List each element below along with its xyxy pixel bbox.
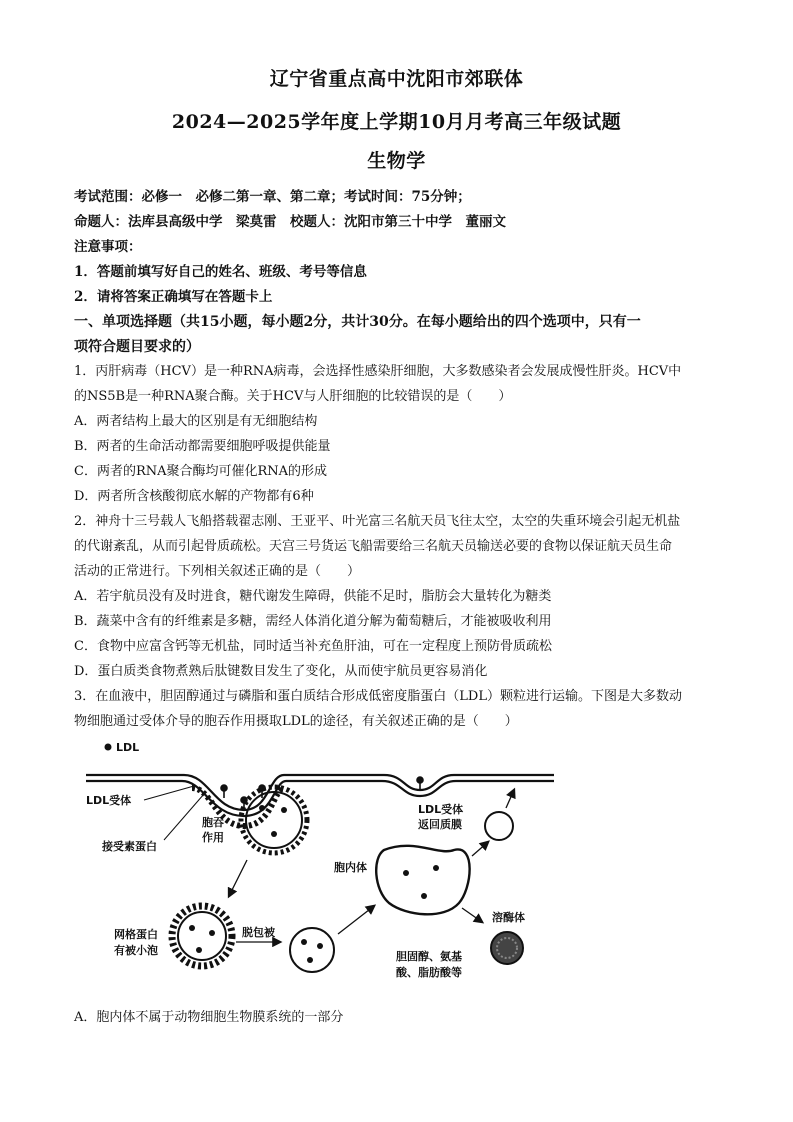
uncoated-vesicle	[290, 928, 334, 972]
products-label-1: 胆固醇、氨基	[396, 950, 462, 963]
school-title: 辽宁省重点高中沈阳市郊联体	[269, 68, 524, 90]
q2-option-a: A．若宇航员没有及时进食，糖代谢发生障碍，供能不足时，脂肪会大量转化为糖类	[74, 589, 552, 604]
q1-stem-cont: 的NS5B是一种RNA聚合酶。关于HCV与人肝细胞的比较错误的是（ ）	[74, 389, 512, 404]
q3-option-a: A．胞内体不属于动物细胞生物膜系统的一部分	[74, 1010, 344, 1025]
lysosome	[491, 932, 523, 964]
section-heading: 一、单项选择题（共15小题，每小题2分，共计30分。在每小题给出的四个选项中，只有一	[74, 314, 641, 330]
vesicle-to-endosome-arrow	[338, 906, 374, 934]
q2-stem-cont: 的代谢紊乱，从而引起骨质疏松。天宫三号货运飞船需要给三名航天员输送必要的食物以保证航天员生命	[74, 539, 673, 554]
coated-vesicle-label-1: 网格蛋白	[114, 928, 158, 941]
endosome-to-recycling-arrow	[472, 842, 488, 856]
q1-option-b: B．两者的生命活动都需要细胞呼吸提供能量	[74, 439, 331, 454]
q2-stem-cont2: 活动的正常进行。下列相关叙述正确的是（ ）	[74, 564, 361, 579]
exam-range: 考试范围：必修一 必修二第一章、第二章；考试时间：75分钟；	[74, 189, 471, 205]
return-arrow	[506, 790, 514, 808]
exam-authors: 命题人：法库县高级中学 梁莫雷 校题人：沈阳市第三十中学 董丽文	[74, 214, 506, 230]
uncoated-vesicle-ldl	[301, 939, 323, 963]
endosome	[376, 846, 469, 915]
q1-stem: 1．丙肝病毒（HCV）是一种RNA病毒，会选择性感染肝细胞，大多数感染者会发展成慢性肝炎。HCV中	[74, 364, 682, 379]
uncoat-label: 脱包被	[242, 926, 275, 939]
lysosome-label: 溶酶体	[492, 911, 525, 924]
note-1: 1．答题前填写好自己的姓名、班级、考号等信息	[74, 264, 367, 280]
ldl-endocytosis-diagram	[84, 738, 554, 993]
budding-vesicle-coat	[241, 787, 307, 853]
endosome-to-lysosome-arrow	[462, 908, 482, 922]
exam-title: 2024—2025学年度上学期10月月考高三年级试题	[171, 111, 622, 133]
q2-option-d: D．蛋白质类食物煮熟后肽键数目发生了变化，从而使宇航员更容易消化	[74, 664, 488, 679]
q1-option-d: D．两者所含核酸彻底水解的产物都有6种	[74, 489, 314, 504]
ldl-receptor-label: LDL受体	[86, 794, 132, 807]
q1-option-c: C．两者的RNA聚合酶均可催化RNA的形成	[74, 464, 328, 479]
q2-option-c: C．食物中应富含钙等无机盐，同时适当补充鱼肝油，可在一定程度上预防骨质疏松	[74, 639, 552, 654]
subject-title: 生物学	[367, 150, 426, 172]
return-label-2: 返回质膜	[418, 818, 462, 831]
return-label-1: LDL受体	[418, 803, 464, 816]
products-label-2: 酸、脂肪酸等	[396, 966, 462, 979]
section-heading-cont: 项符合题目要求的）	[74, 339, 200, 355]
ldl-legend-dot	[105, 744, 112, 751]
coated-vesicle	[178, 912, 226, 960]
coated-vesicle-coat	[172, 906, 232, 966]
receptor-pointer	[144, 786, 194, 800]
bud-to-coated-arrow	[229, 860, 247, 896]
endosome-ldl	[403, 865, 439, 899]
recycling-vesicle	[485, 812, 513, 840]
endocytosis-label-2: 作用	[202, 831, 224, 844]
coated-vesicle-ldl	[189, 925, 215, 953]
endocytosis-label-1: 胞吞	[202, 816, 224, 829]
note-2: 2．请将答案正确填写在答题卡上	[74, 289, 273, 305]
q1-option-a: A．两者结构上最大的区别是有无细胞结构	[74, 414, 318, 429]
q3-stem: 3．在血液中，胆固醇通过与磷脂和蛋白质结合形成低密度脂蛋白（LDL）颗粒进行运输。下图是大多数动	[74, 689, 682, 704]
coated-vesicle-label-2: 有被小泡	[114, 944, 158, 957]
endosome-label: 胞内体	[334, 861, 367, 874]
ldl-label: LDL	[116, 741, 140, 754]
adaptin-pointer	[164, 794, 204, 840]
q3-stem-cont: 物细胞通过受体介导的胞吞作用摄取LDL的途径，有关叙述正确的是（ ）	[74, 714, 518, 729]
adaptin-label: 接受素蛋白	[102, 840, 157, 853]
q2-option-b: B．蔬菜中含有的纤维素是多糖，需经人体消化道分解为葡萄糖后，才能被吸收利用	[74, 614, 552, 629]
notes-title: 注意事项：	[74, 239, 142, 255]
plasma-membrane-inner	[86, 781, 554, 816]
q2-stem: 2．神舟十三号载人飞船搭载翟志刚、王亚平、叶光富三名航天员飞往太空，太空的失重环境会引起无机盐	[74, 514, 681, 529]
